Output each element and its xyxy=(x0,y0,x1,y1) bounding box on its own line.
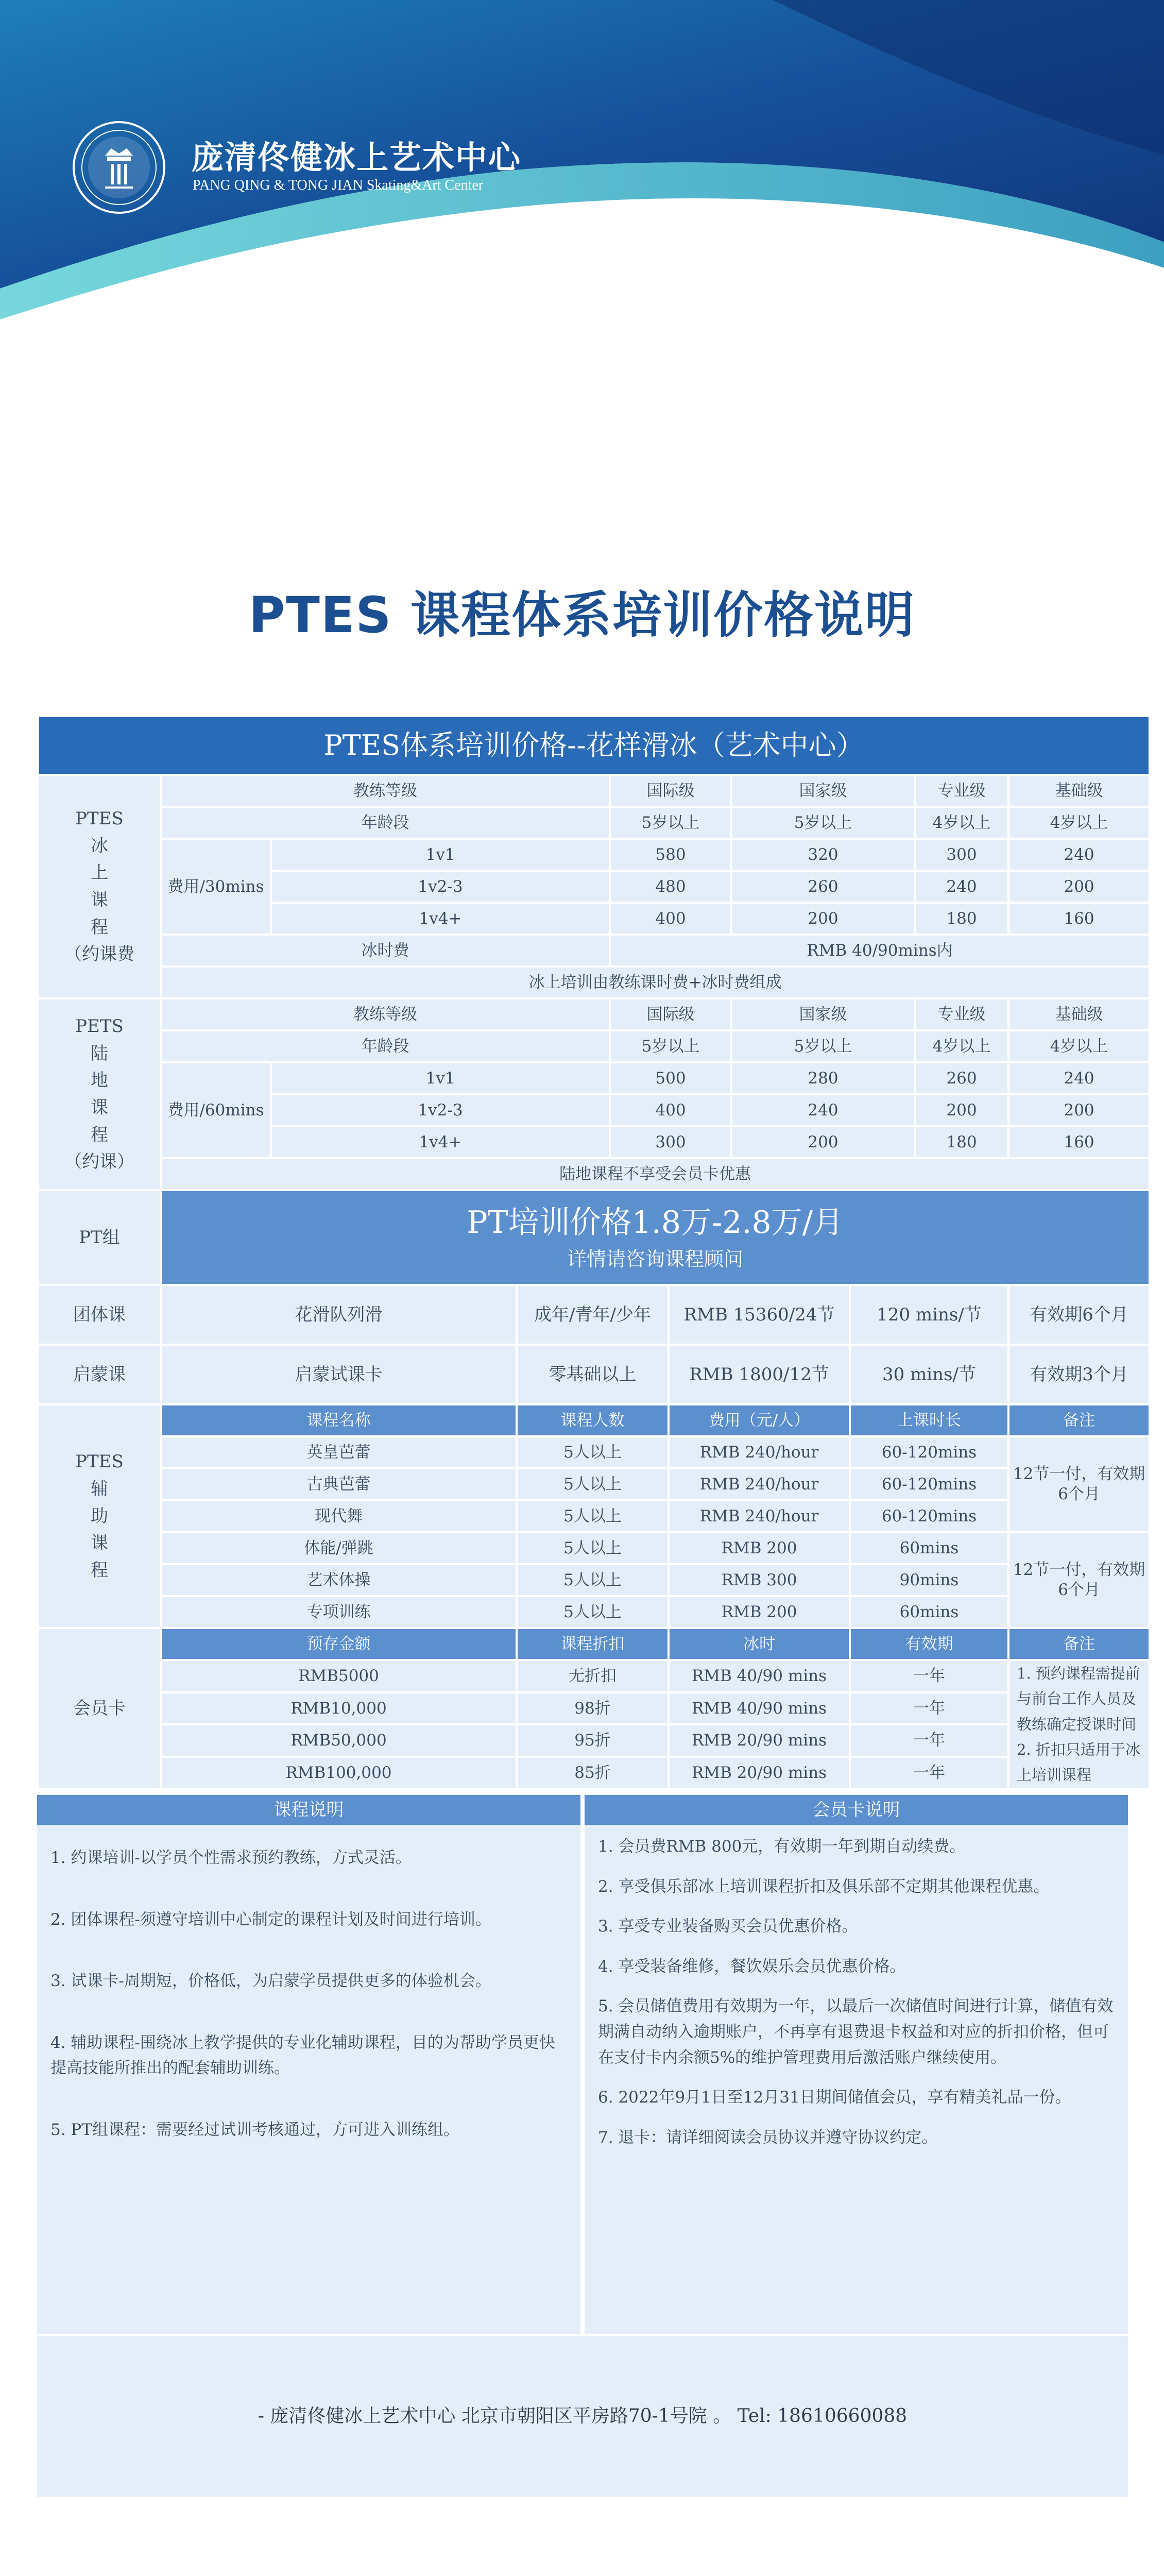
land-course-note: 陆地课程不享受会员卡优惠 xyxy=(162,1159,1149,1189)
member-note-line: 1. 预约课程需提前与前台工作人员及教练确定授课时间 xyxy=(1017,1665,1140,1733)
member-discount: 无折扣 xyxy=(518,1661,667,1691)
member-deposit: RMB5000 xyxy=(162,1661,516,1691)
aux-course-fee: RMB 240/hour xyxy=(670,1437,849,1467)
course-note-item: 4. 辅助课程-围绕冰上教学提供的专业化辅助课程，目的为帮助学员更快提高技能所推出的配套辅助训练。 xyxy=(50,2033,555,2078)
ice-age-cell: 4岁以上 xyxy=(916,808,1007,838)
card-note-item: 4. 享受装备维修，餐饮娱乐会员优惠价格。 xyxy=(598,1957,906,1976)
card-note-item: 6. 2022年9月1日至12月31日期间储值会员，享有精美礼品一份。 xyxy=(598,2088,1071,2107)
ice-class-type: 1v4+ xyxy=(272,904,609,934)
ice-level-professional: 专业级 xyxy=(916,776,1007,806)
land-price-cell: 200 xyxy=(1009,1095,1149,1125)
pt-group-price-box xyxy=(162,1191,1149,1284)
aux-header-duration: 上课时长 xyxy=(851,1405,1007,1435)
course-notes-header: 课程说明 xyxy=(37,1795,580,1825)
land-price-cell: 280 xyxy=(732,1063,914,1093)
aux-course-people: 5人以上 xyxy=(518,1533,667,1563)
land-price-cell: 240 xyxy=(1009,1063,1149,1093)
aux-course-duration: 60mins xyxy=(851,1533,1007,1563)
pt-consult-line: 详情请咨询课程顾问 xyxy=(567,1247,744,1270)
aux-course-fee: RMB 200 xyxy=(670,1533,849,1563)
member-header-note: 备注 xyxy=(1009,1629,1149,1659)
aux-course-duration: 60-120mins xyxy=(851,1437,1007,1467)
ice-price-cell: 180 xyxy=(916,904,1007,934)
ice-level-international: 国际级 xyxy=(611,776,730,806)
card-note-item: 5. 会员储值费用有效期为一年，以最后一次储值时间进行计算，储值有效期满自动纳入逾期账户，不再享有退费退卡权益和对应的折扣价格，但可在支付卡内余额5%的维护管理费用后激活账户继续使用。 xyxy=(598,1997,1114,2067)
land-class-type: 1v2-3 xyxy=(272,1095,609,1125)
intro-class-duration: 30 mins/节 xyxy=(851,1346,1007,1403)
ice-level-basic: 基础级 xyxy=(1009,776,1149,806)
aux-course-fee: RMB 200 xyxy=(670,1597,849,1627)
header-wave-banner xyxy=(0,0,1164,515)
land-coach-level-header: 教练等级 xyxy=(162,999,609,1029)
aux-course-name: 古典芭蕾 xyxy=(162,1469,516,1499)
land-price-cell: 500 xyxy=(611,1063,730,1093)
card-note-item: 1. 会员费RMB 800元，有效期一年到期自动续费。 xyxy=(598,1837,966,1856)
aux-course-people: 5人以上 xyxy=(518,1565,667,1595)
brand-logo-icon xyxy=(71,120,167,215)
aux-course-fee: RMB 240/hour xyxy=(670,1501,849,1531)
land-price-cell: 400 xyxy=(611,1095,730,1125)
ice-price-cell: 400 xyxy=(611,904,730,934)
course-notes-panel xyxy=(37,1795,580,2334)
aux-course-duration: 90mins xyxy=(851,1565,1007,1595)
land-course-label: PETS 陆 地 课 程 （约课） xyxy=(39,999,160,1189)
group-class-label: 团体课 xyxy=(39,1286,160,1344)
group-class-duration: 120 mins/节 xyxy=(851,1286,1007,1344)
brand-name-cn: 庞清佟健冰上艺术中心 xyxy=(192,139,522,176)
aux-course-people: 5人以上 xyxy=(518,1437,667,1467)
intro-class-name: 启蒙试课卡 xyxy=(162,1346,516,1403)
land-class-type: 1v1 xyxy=(272,1063,609,1093)
aux-course-label: PTES 辅 助 课 程 xyxy=(39,1405,160,1627)
aux-course-people: 5人以上 xyxy=(518,1469,667,1499)
member-validity: 一年 xyxy=(851,1693,1007,1724)
ice-class-type: 1v1 xyxy=(272,840,609,870)
ice-age-header: 年龄段 xyxy=(162,808,609,838)
course-note-item: 1. 约课培训-以学员个性需求预约教练，方式灵活。 xyxy=(50,1849,412,1867)
pt-price-line: PT培训价格1.8万-2.8万/月 xyxy=(467,1204,844,1241)
ice-price-cell: 320 xyxy=(732,840,914,870)
intro-class-price: RMB 1800/12节 xyxy=(670,1346,849,1403)
group-class-price: RMB 15360/24节 xyxy=(670,1286,849,1344)
course-note-item: 2. 团体课程-须遵守培训中心制定的课程计划及时间进行培训。 xyxy=(50,1910,491,1929)
aux-note-2: 12节一付，有效期6个月 xyxy=(1009,1533,1149,1627)
member-icetime: RMB 40/90 mins xyxy=(670,1693,849,1724)
member-deposit: RMB100,000 xyxy=(162,1758,516,1788)
member-card-notes-panel xyxy=(585,1795,1128,2334)
land-price-cell: 300 xyxy=(611,1127,730,1157)
aux-course-name: 现代舞 xyxy=(162,1501,516,1531)
aux-course-name: 艺术体操 xyxy=(162,1565,516,1595)
aux-header-people: 课程人数 xyxy=(518,1405,667,1435)
table-title: PTES体系培训价格--花样滑冰（艺术中心） xyxy=(39,717,1149,774)
intro-class-validity: 有效期3个月 xyxy=(1009,1346,1149,1403)
land-age-cell: 5岁以上 xyxy=(611,1031,730,1061)
aux-header-fee: 费用（元/人） xyxy=(670,1405,849,1435)
member-deposit: RMB10,000 xyxy=(162,1693,516,1724)
ice-price-cell: 160 xyxy=(1009,904,1149,934)
ice-price-cell: 200 xyxy=(732,904,914,934)
land-level-basic: 基础级 xyxy=(1009,999,1149,1029)
ice-price-cell: 260 xyxy=(732,872,914,902)
ice-age-cell: 4岁以上 xyxy=(1009,808,1149,838)
land-age-cell: 4岁以上 xyxy=(1009,1031,1149,1061)
brand-name-en: PANG QING & TONG JIAN Skating&Art Center xyxy=(193,177,484,193)
member-icetime: RMB 20/90 mins xyxy=(670,1758,849,1788)
land-price-cell: 260 xyxy=(916,1063,1007,1093)
member-discount: 95折 xyxy=(518,1725,667,1756)
member-header-icetime: 冰时 xyxy=(670,1629,849,1659)
aux-course-duration: 60-120mins xyxy=(851,1501,1007,1531)
member-note xyxy=(1009,1661,1149,1788)
ice-price-cell: 580 xyxy=(611,840,730,870)
member-icetime: RMB 20/90 mins xyxy=(670,1725,849,1756)
land-level-national: 国家级 xyxy=(732,999,914,1029)
course-note-item: 3. 试课卡-周期短，价格低，为启蒙学员提供更多的体验机会。 xyxy=(50,1972,491,1991)
intro-class-label: 启蒙课 xyxy=(39,1346,160,1403)
land-level-professional: 专业级 xyxy=(916,999,1007,1029)
aux-course-name: 英皇芭蕾 xyxy=(162,1437,516,1467)
ice-course-label: PTES 冰 上 课 程 （约课费 xyxy=(39,776,160,997)
aux-course-name: 专项训练 xyxy=(162,1597,516,1627)
member-deposit: RMB50,000 xyxy=(162,1725,516,1756)
aux-course-people: 5人以上 xyxy=(518,1597,667,1627)
price-table xyxy=(37,715,1145,1790)
ice-age-cell: 5岁以上 xyxy=(611,808,730,838)
ice-age-cell: 5岁以上 xyxy=(732,808,914,838)
page-title: PTES 课程体系培训价格说明 xyxy=(249,586,915,644)
land-level-international: 国际级 xyxy=(611,999,730,1029)
aux-course-people: 5人以上 xyxy=(518,1501,667,1531)
aux-course-fee: RMB 240/hour xyxy=(670,1469,849,1499)
ice-price-cell: 200 xyxy=(1009,872,1149,902)
aux-header-note: 备注 xyxy=(1009,1405,1149,1435)
card-note-item: 3. 享受专业装备购买会员优惠价格。 xyxy=(598,1917,858,1936)
group-class-age: 成年/青年/少年 xyxy=(518,1286,667,1344)
member-card-label: 会员卡 xyxy=(39,1629,160,1788)
land-fee-label: 费用/60mins xyxy=(162,1063,270,1157)
intro-class-level: 零基础以上 xyxy=(518,1346,667,1403)
member-header-validity: 有效期 xyxy=(851,1629,1007,1659)
address-box: - 庞清佟健冰上艺术中心 北京市朝阳区平房路70-1号院 。 Tel: 18610660088 xyxy=(37,2336,1128,2497)
member-icetime: RMB 40/90 mins xyxy=(670,1661,849,1691)
ice-price-cell: 480 xyxy=(611,872,730,902)
card-note-item: 7. 退卡：请详细阅读会员协议并遵守协议约定。 xyxy=(598,2128,938,2147)
land-age-cell: 4岁以上 xyxy=(916,1031,1007,1061)
aux-header-name: 课程名称 xyxy=(162,1405,516,1435)
course-note-item: 5. PT组课程：需要经过试训考核通过，方可进入训练组。 xyxy=(50,2120,459,2139)
member-card-notes-header: 会员卡说明 xyxy=(585,1795,1128,1825)
ice-price-cell: 240 xyxy=(1009,840,1149,870)
member-note-line: 2. 折扣只适用于冰上培训课程 xyxy=(1017,1740,1140,1784)
group-class-validity: 有效期6个月 xyxy=(1009,1286,1149,1344)
ice-coach-level-header: 教练等级 xyxy=(162,776,609,806)
land-price-cell: 200 xyxy=(916,1095,1007,1125)
ice-price-cell: 240 xyxy=(916,872,1007,902)
ice-price-cell: 300 xyxy=(916,840,1007,870)
pt-group-label: PT组 xyxy=(39,1191,160,1284)
ice-class-type: 1v2-3 xyxy=(272,872,609,902)
member-validity: 一年 xyxy=(851,1725,1007,1756)
land-price-cell: 180 xyxy=(916,1127,1007,1157)
member-header-discount: 课程折扣 xyxy=(518,1629,667,1659)
group-class-name: 花滑队列滑 xyxy=(162,1286,516,1344)
ice-time-fee-value: RMB 40/90mins内 xyxy=(611,936,1149,965)
aux-course-duration: 60mins xyxy=(851,1597,1007,1627)
land-age-cell: 5岁以上 xyxy=(732,1031,914,1061)
aux-course-name: 体能/弹跳 xyxy=(162,1533,516,1563)
card-note-item: 2. 享受俱乐部冰上培训课程折扣及俱乐部不定期其他课程优惠。 xyxy=(598,1877,1050,1896)
member-discount: 85折 xyxy=(518,1758,667,1788)
aux-course-duration: 60-120mins xyxy=(851,1469,1007,1499)
land-age-header: 年龄段 xyxy=(162,1031,609,1061)
land-price-cell: 200 xyxy=(732,1127,914,1157)
ice-time-fee-label: 冰时费 xyxy=(162,936,609,965)
aux-course-fee: RMB 300 xyxy=(670,1565,849,1595)
member-discount: 98折 xyxy=(518,1693,667,1724)
land-price-cell: 160 xyxy=(1009,1127,1149,1157)
land-price-cell: 240 xyxy=(732,1095,914,1125)
ice-level-national: 国家级 xyxy=(732,776,914,806)
ice-fee-label: 费用/30mins xyxy=(162,840,270,934)
member-validity: 一年 xyxy=(851,1758,1007,1788)
land-class-type: 1v4+ xyxy=(272,1127,609,1157)
ice-course-note: 冰上培训由教练课时费+冰时费组成 xyxy=(162,968,1149,997)
notes-section xyxy=(37,1795,1128,2334)
member-validity: 一年 xyxy=(851,1661,1007,1691)
member-header-deposit: 预存金额 xyxy=(162,1629,516,1659)
aux-note-1: 12节一付，有效期6个月 xyxy=(1009,1437,1149,1531)
